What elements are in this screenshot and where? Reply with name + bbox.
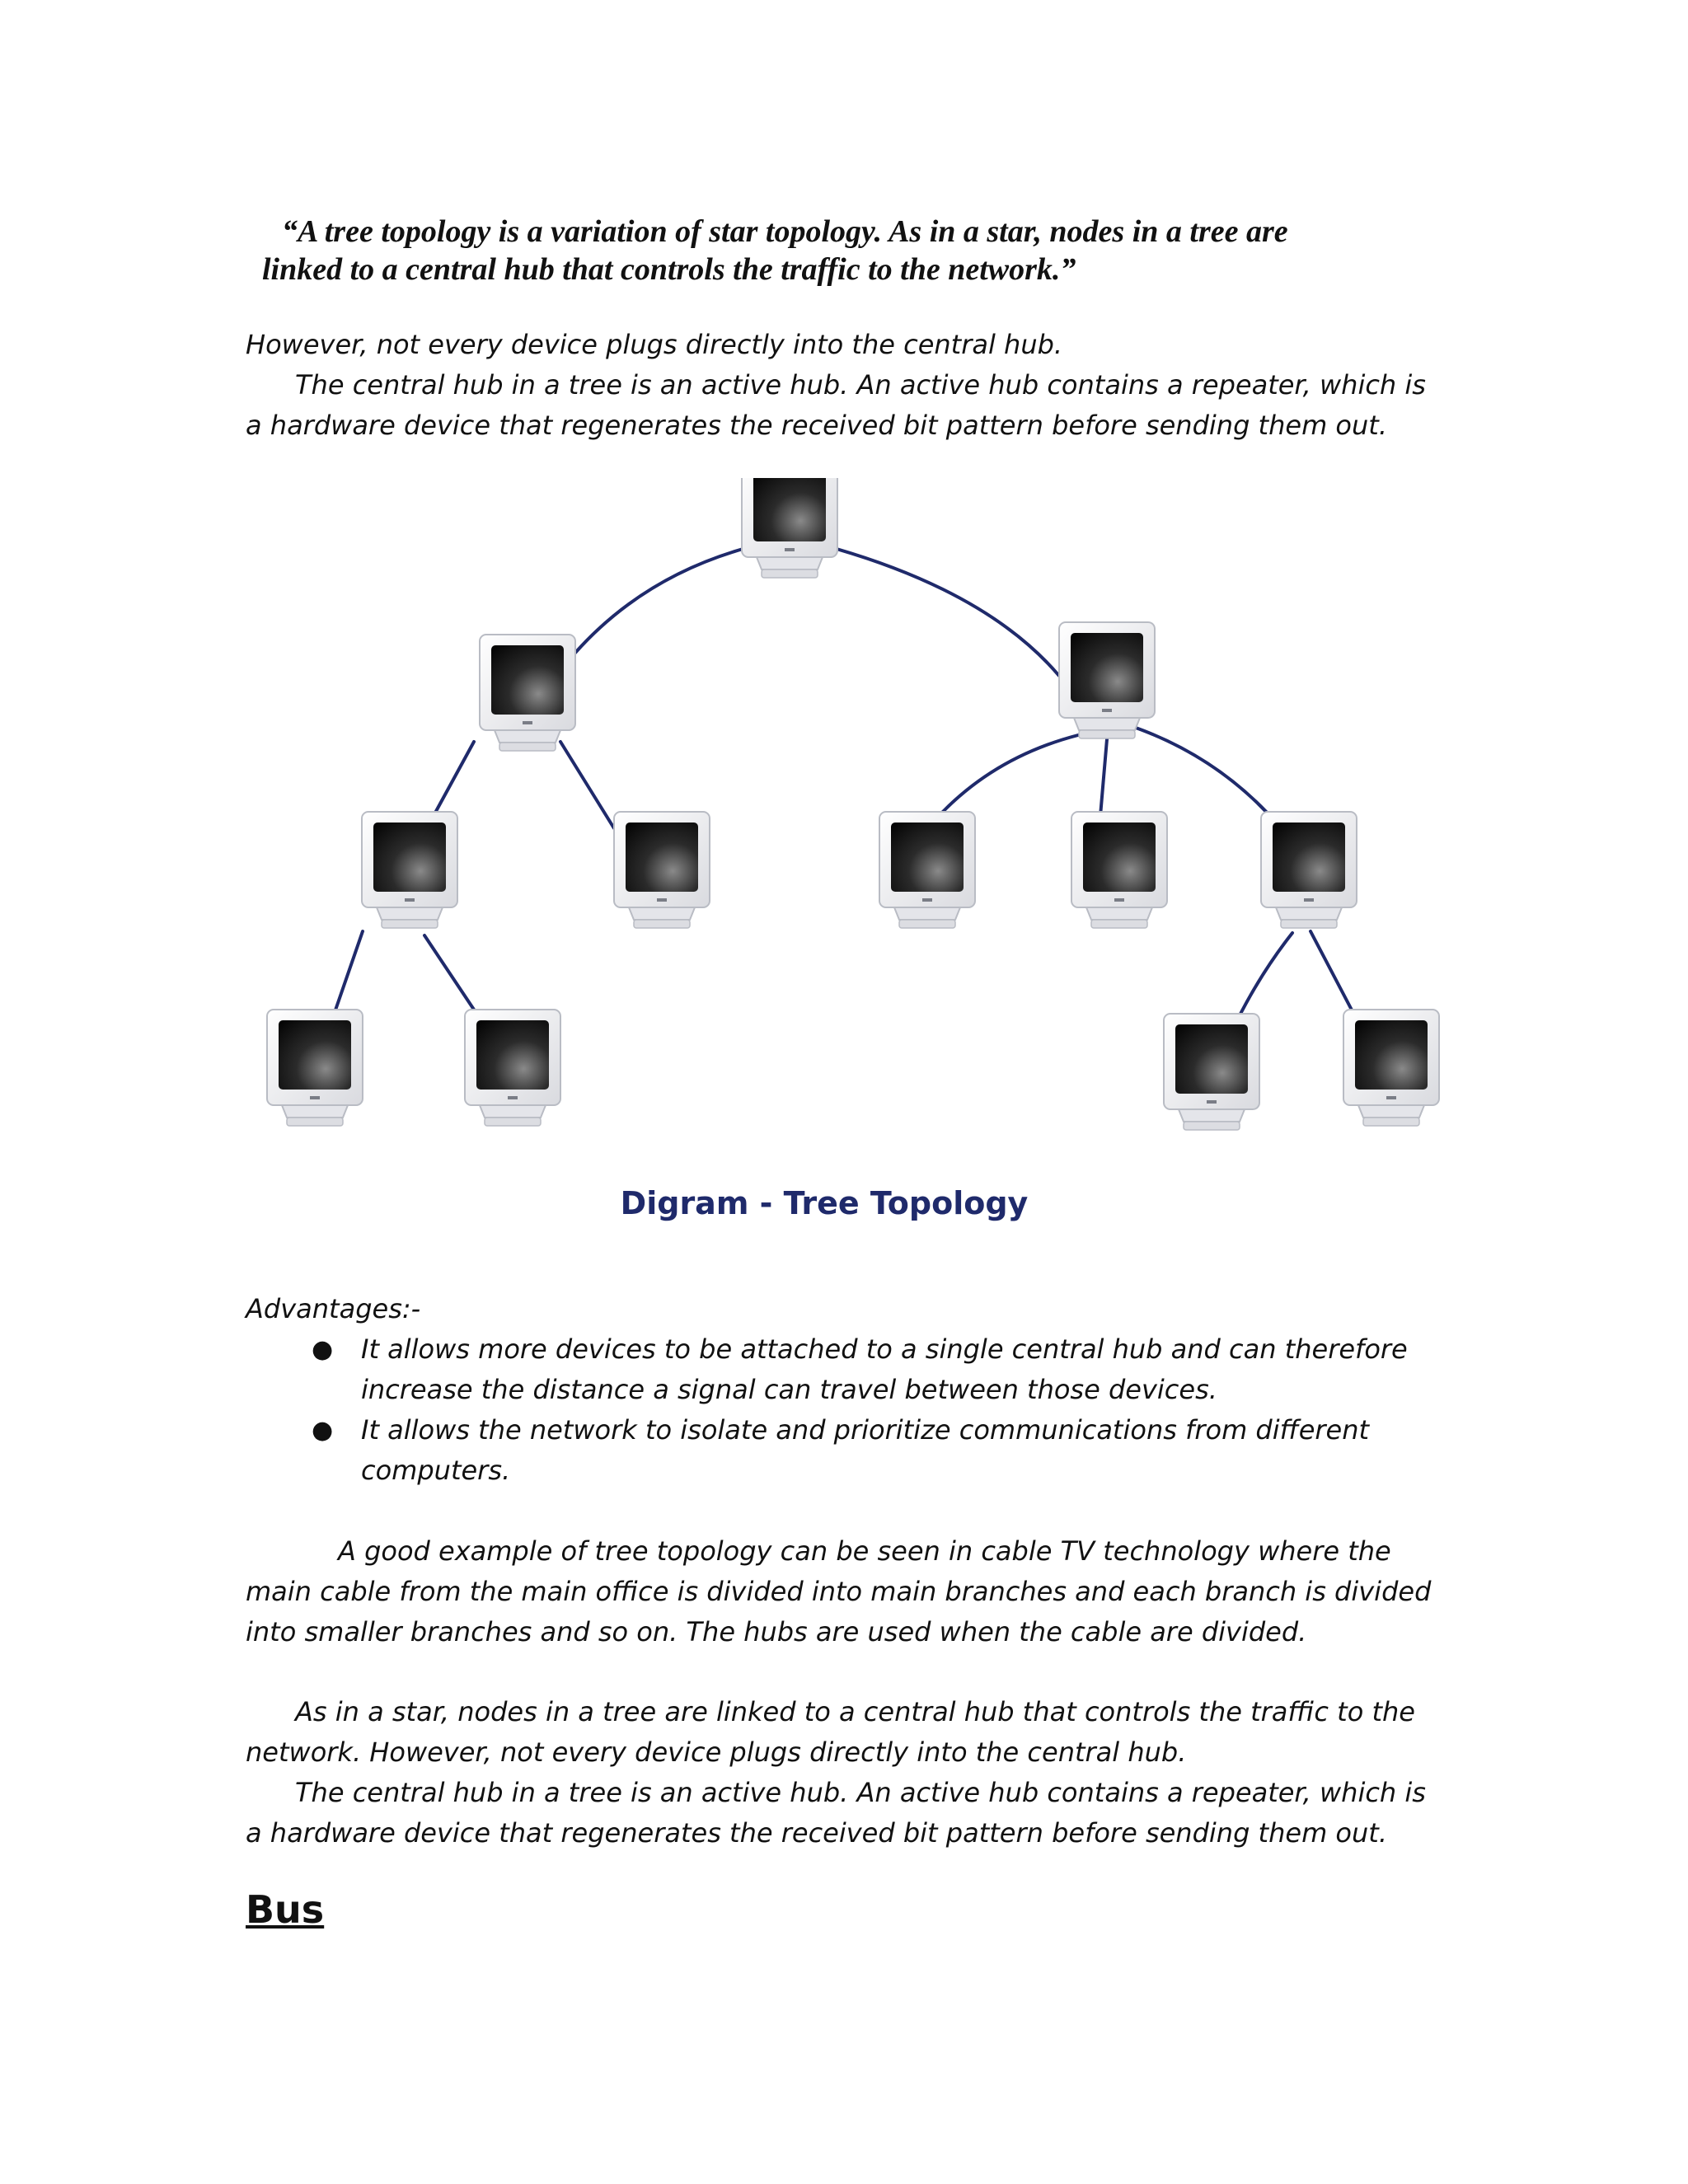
link-right-lvl2c <box>1136 728 1278 824</box>
paragraph-line: into smaller branches and so on. The hubs are used when the cable are divided. <box>246 1616 1307 1647</box>
monitor-icon <box>1261 812 1357 928</box>
monitor-icon <box>1059 622 1155 738</box>
definition-quote <box>262 213 1432 288</box>
link-lvl3-right-b <box>1311 931 1356 1018</box>
example-paragraph <box>246 1531 1432 1652</box>
link-root-right <box>837 549 1059 676</box>
list-item-line: computers. <box>361 1455 511 1486</box>
monitor-icon <box>1071 812 1167 928</box>
bus-section-heading: Bus <box>246 1887 325 1932</box>
list-item-line: It allows more devices to be attached to a single central hub and can therefore <box>361 1333 1408 1365</box>
monitor-icon <box>465 1010 560 1126</box>
paragraph-line: The central hub in a tree is an active hub. An active hub contains a repeater, which is <box>295 1777 1426 1808</box>
paragraph-line: a hardware device that regenerates the received bit pattern before sending them out. <box>246 410 1387 441</box>
list-item <box>246 1410 1416 1491</box>
link-right-lvl2a <box>931 735 1078 824</box>
quote-line: “A tree topology is a variation of star topology. As in a star, nodes in a tree are <box>282 214 1288 249</box>
paragraph-line: A good example of tree topology can be seen in cable TV technology where the <box>338 1535 1391 1567</box>
monitor-icon <box>267 1010 363 1126</box>
paragraph-line: However, not every device plugs directly into the central hub. <box>246 329 1063 360</box>
quote-line: linked to a central hub that controls the traffic to the network.” <box>262 252 1076 287</box>
paragraph-line: The central hub in a tree is an active hub. An active hub contains a repeater, which is <box>295 369 1426 401</box>
link-right-lvl2b <box>1100 739 1107 816</box>
paragraph-line: a hardware device that regenerates the received bit pattern before sending them out. <box>246 1817 1387 1849</box>
monitor-icon <box>1164 1014 1259 1130</box>
list-item-line: increase the distance a signal can travel between those devices. <box>361 1374 1217 1405</box>
link-lvl3-left-a <box>331 931 363 1022</box>
network-nodes <box>267 478 1439 1130</box>
advantages-heading <box>246 1289 1416 1329</box>
root-monitor-icon <box>742 478 837 578</box>
star-comparison-paragraph <box>246 1692 1426 1854</box>
monitor-icon <box>362 812 457 928</box>
list-item-line: It allows the network to isolate and prioritize communications from different <box>361 1414 1370 1446</box>
list-item <box>246 1329 1416 1410</box>
bullet-icon: ● <box>312 1416 334 1445</box>
link-left-lvl2b <box>560 742 614 828</box>
link-root-left <box>575 548 746 653</box>
monitor-icon <box>1343 1010 1439 1126</box>
paragraph-line: main cable from the main office is divided into main branches and each branch is divided <box>246 1576 1432 1607</box>
diagram-caption: Digram - Tree Topology <box>620 1185 1029 1221</box>
paragraph-line: As in a star, nodes in a tree are linked to a central hub that controls the traffic to the <box>295 1696 1415 1727</box>
intro-paragraph <box>246 325 1426 446</box>
tree-topology-diagram <box>247 478 1467 1302</box>
paragraph-line: network. However, not every device plugs directly into the central hub. <box>246 1736 1187 1768</box>
heading-text: Advantages:- <box>246 1293 421 1324</box>
link-lvl3-right-a <box>1236 933 1292 1022</box>
monitor-icon <box>480 635 575 751</box>
monitor-icon <box>879 812 975 928</box>
advantages-list <box>246 1329 1416 1491</box>
bullet-icon: ● <box>312 1335 334 1364</box>
tree-topology-svg <box>247 478 1467 1302</box>
monitor-icon <box>614 812 710 928</box>
network-links <box>331 548 1356 1022</box>
